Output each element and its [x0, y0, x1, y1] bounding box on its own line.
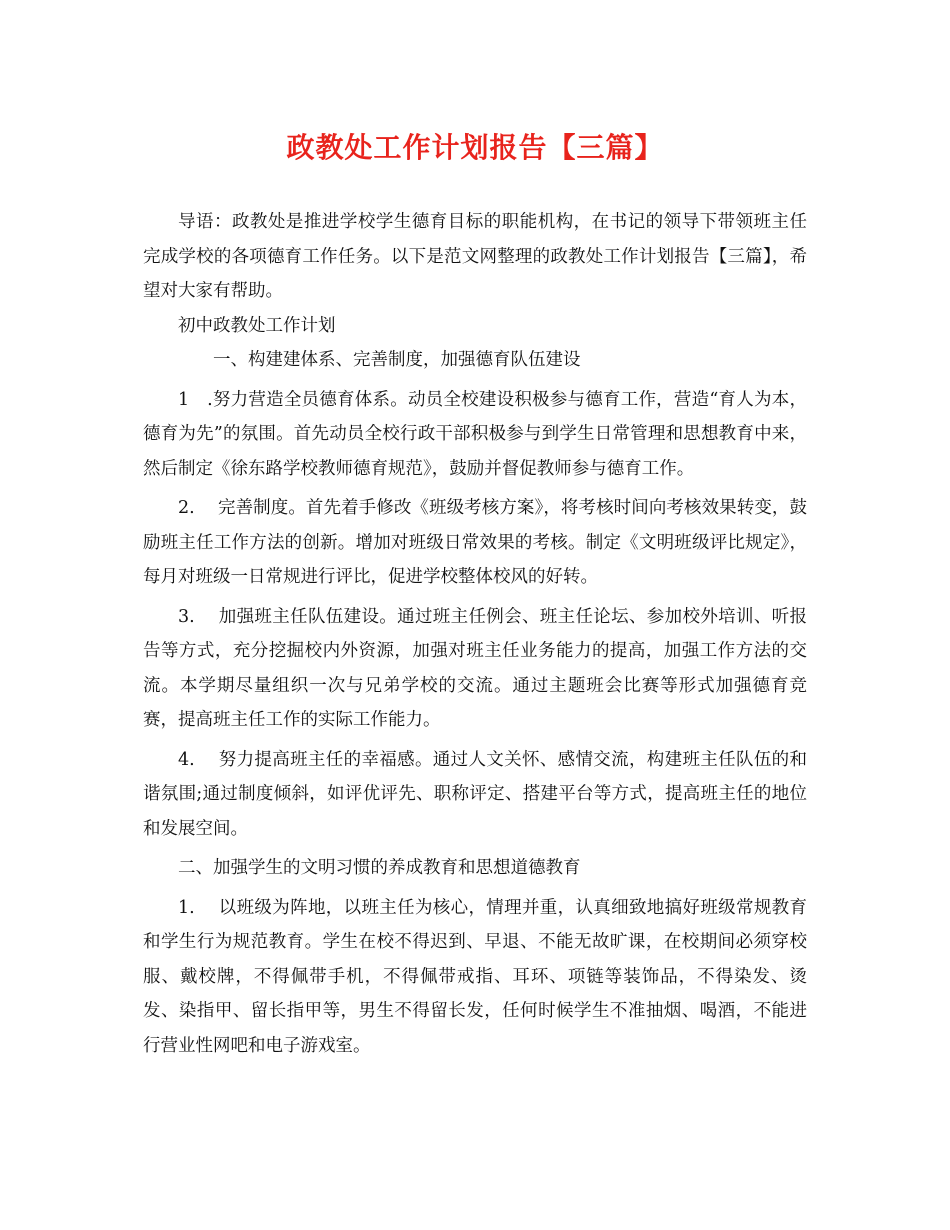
body-paragraph: 1. 以班级为阵地，以班主任为核心，情理并重，认真细致地搞好班级常规教育和学生行为规范教育。学生在校不得迟到、早退、不能无故旷课，在校期间必须穿校服、戴校牌，不得佩带手机，不得佩带戒指、耳环、项链等装饰品，不得染发、烫发、染指甲、留长指甲等，男生不得留长发，任何时候学生不准抽烟、喝酒，不能进行营业性网吧和电子游戏室。: [143, 897, 807, 1056]
subsection-heading: 二、加强学生的文明习惯的养成教育和思想道德教育: [178, 858, 581, 878]
body-paragraph: 2. 完善制度。首先着手修改《班级考核方案》，将考核时间向考核效果转变，鼓励班主任工作方法的创新。增加对班级日常效果的考核。制定《文明班级评比规定》，每月对班级一日常规进行评比，促进学校整体校风的好转。: [143, 498, 807, 587]
section-heading: 初中政教处工作计划: [178, 315, 336, 336]
intro-paragraph: 导语：政教处是推进学校学生德育目标的职能机构，在书记的领导下带领班主任完成学校的各项德育工作任务。以下是范文网整理的政教处工作计划报告【三篇】，希望对大家有帮助。: [143, 212, 807, 301]
body-paragraph: 1 .努力营造全员德育体系。动员全校建设积极参与德育工作，营造“育人为本，德育为先”的氛围。首先动员全校行政干部积极参与到学生日常管理和思想教育中来，然后制定《徐东路学校教师德育规范》，鼓励并督促教师参与德育工作。: [143, 389, 807, 479]
body-paragraph: 3. 加强班主任队伍建设。通过班主任例会、班主任论坛、参加校外培训、听报告等方式，充分挖掘校内外资源，加强对班主任业务能力的提高，加强工作方法的交流。本学期尽量组织一次与兄弟学校的交流。通过主题班会比赛等形式加强德育竞赛，提高班主任工作的实际工作能力。: [143, 606, 807, 730]
subsection-heading: 一、构建建体系、完善制度，加强德育队伍建设: [213, 350, 581, 370]
document-title: 政教处工作计划报告【三篇】: [286, 131, 664, 164]
body-paragraph: 4. 努力提高班主任的幸福感。通过人文关怀、感情交流，构建班主任队伍的和谐氛围;通过制度倾斜，如评优评先、职称评定、搭建平台等方式，提高班主任的地位和发展空间。: [143, 749, 807, 839]
document-body: [143, 205, 807, 1063]
